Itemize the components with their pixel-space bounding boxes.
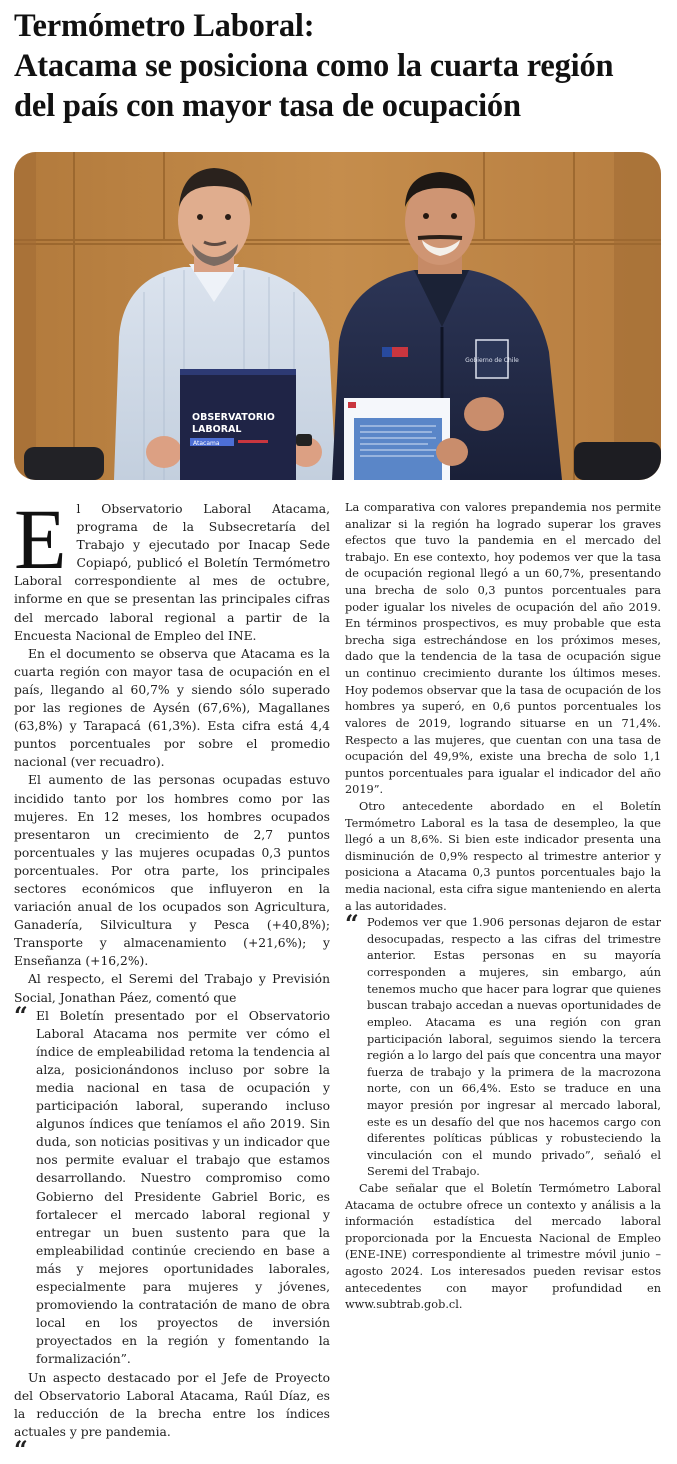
article-paragraph-7: Cabe señalar que el Boletín Termómetro Laboral Atacama de octubre ofrece un contexto y análisis a la información estadística del mercado laboral proporcionada por la Encuesta Nacional de Empleo (ENE-INE) correspondiente al trimestre móvil junio – agosto 2024. Los interesados pueden revisar estos antecedentes con mayor profundidad en www.subtrab.gob.cl. bbox=[345, 1181, 661, 1312]
headline-line-2: Atacama se posiciona como la cuarta región bbox=[14, 48, 614, 84]
bulletin-document bbox=[344, 398, 468, 480]
article-paragraph-2: En el documento se observa que Atacama es la cuarta región con mayor tasa de ocupación en el país, llegando al 60,7% y siendo sólo superado por las regiones de Aysén (67,6%), Magallanes (63,8%) y Tarapacá (61,3%). Esta cifra está 4,4 puntos porcentuales por sobre el promedio nacional (ver recuadro). bbox=[14, 646, 330, 770]
article-paragraph-3: El aumento de las personas ocupadas estuvo incidido tanto por los hombres como por las mujeres. En 12 meses, los hombres ocupados presentaron un crecimiento de 2,7 puntos porcentuales y las mujeres ocupadas 0,3 puntos porcentuales. Por otra parte, los principales sectores económicos que influyeron en la variación anual de los ocupados son Agricultura, Ganadería, Silvicultura y Pesca (+40,8%); Transporte y almacenamiento (+21,6%); y Enseñanza (+16,2%). bbox=[14, 773, 330, 969]
folder-title-2: LABORAL bbox=[192, 424, 242, 435]
headline-line-3: del país con mayor tasa de ocupación bbox=[14, 88, 521, 124]
headline-line-1: Termómetro Laboral: bbox=[14, 8, 315, 44]
quote-seremi: “ El Boletín presentado por el Observatorio Laboral Atacama nos permite ver cómo el índice de empleabilidad retoma la tendencia al alza, posicionándonos incluso por sobre la media nacional en tasa de ocupación y participación laboral, superando incluso algunos índices que teníamos el año 2019. Sin duda, son noticias positivas y un indicador que nos permite evaluar el trabajo que estamos desarrollando. Nuestro compromiso como Gobierno del Presidente Gabriel Boric, es fortalecer el mercado laboral regional y entregar un buen sustento para que la empleabilidad continúe creciendo en base a más y mejores oportunidades laborales, especialmente para mujeres y jóvenes, promoviendo la contratación de mano de obra local en los proyectos de inversión proyectados en la región y fomentando la formalización”. bbox=[14, 1000, 330, 1367]
folder-title-1: OBSERVATORIO bbox=[192, 412, 275, 423]
article-column-1 bbox=[14, 491, 330, 1464]
article-column-2 bbox=[345, 500, 661, 1314]
quote-mark-icon: “ bbox=[14, 1434, 28, 1464]
quote-seremi-2: “ Podemos ver que 1.906 personas dejaron de estar desocupadas, respecto a las cifras del trimestre anterior. Estas personas en su mayoría corresponden a mujeres, sin embargo, aún tenemos mucho que hacer para lograr que quienes buscan trabajo accedan a nuevas oportunidades de empleo. Atacama es una región con gran participación laboral, seguimos siendo la tercera región a lo largo del país que concentra una mayor fuerza de trabajo y la primera de la macrozona norte, con un 66,4%. Esto se traduce en una mayor presión por ingresar al mercado laboral, este es un desafío del que nos hacemos cargo con diferentes políticas públicas y robusteciendo la vinculación con el mundo privado”, señaló el Seremi del Trabajo. bbox=[345, 909, 661, 1179]
badge-label: Gobierno de Chile bbox=[465, 357, 519, 364]
article-paragraph-6: Otro antecedente abordado en el Boletín Termómetro Laboral es la tasa de desempleo, la que llegó a un 8,6%. Si bien este indicador presenta una disminución de 0,9% respecto al trimestre anterior y posiciona a Atacama 0,3 puntos porcentuales bajo la media nacional, esta cifra sigue manteniendo en alerta a las autoridades. bbox=[345, 799, 661, 913]
quote-mark-icon: “ bbox=[14, 1000, 28, 1030]
quote-diaz-continued: La comparativa con valores prepandemia nos permite analizar si la región ha logrado superar los graves efectos que tuvo la pandemia en el mercado del trabajo. En ese contexto, hoy podemos ver que la tasa de ocupación regional llegó a un 60,7%, presentando una brecha de solo 0,3 puntos porcentuales para poder igualar los niveles de ocupación del año 2019. En términos prospectivos, es muy probable que esta brecha siga estrechándose en los próximos meses, dado que la tendencia de la tasa de ocupación sigue un continuo crecimiento durante los últimos meses. Hoy podemos observar que la tasa de ocupación de los hombres ya superó, en 0,6 puntos porcentuales los valores de 2019, logrando situarse en un 71,4%. Respecto a las mujeres, que cuentan con una tasa de ocupación del 49,9%, existe una brecha de solo 1,1 puntos porcentuales para igualar el indicador del año 2019”. bbox=[345, 501, 661, 797]
quote-mark-icon: “ bbox=[345, 909, 359, 939]
article-paragraph-1: El Observatorio Laboral Atacama, programa de la Subsecretaría del Trabajo y ejecutado por Inacap Sede Copiapó, publicó el Boletín Termómetro Laboral correspondiente al mes de octubre, informe en que se presentan las principales cifras del mercado laboral regional a partir de la Encuesta Nacional de Empleo del INE. bbox=[14, 491, 330, 643]
observatorio-folder bbox=[180, 369, 296, 480]
article-paragraph-4: Al respecto, el Seremi del Trabajo y Previsión Social, Jonathan Páez, comentó que bbox=[14, 972, 330, 1005]
folder-tag: Atacama bbox=[193, 440, 220, 447]
drop-cap: E bbox=[14, 491, 67, 587]
article-paragraph-5: Un aspecto destacado por el Jefe de Proyecto del Observatorio Laboral Atacama, Raúl Díaz, es la reducción de la brecha entre los índices actuales y pre pandemia. bbox=[14, 1370, 330, 1439]
headline bbox=[14, 6, 669, 126]
article-photo bbox=[14, 152, 661, 480]
